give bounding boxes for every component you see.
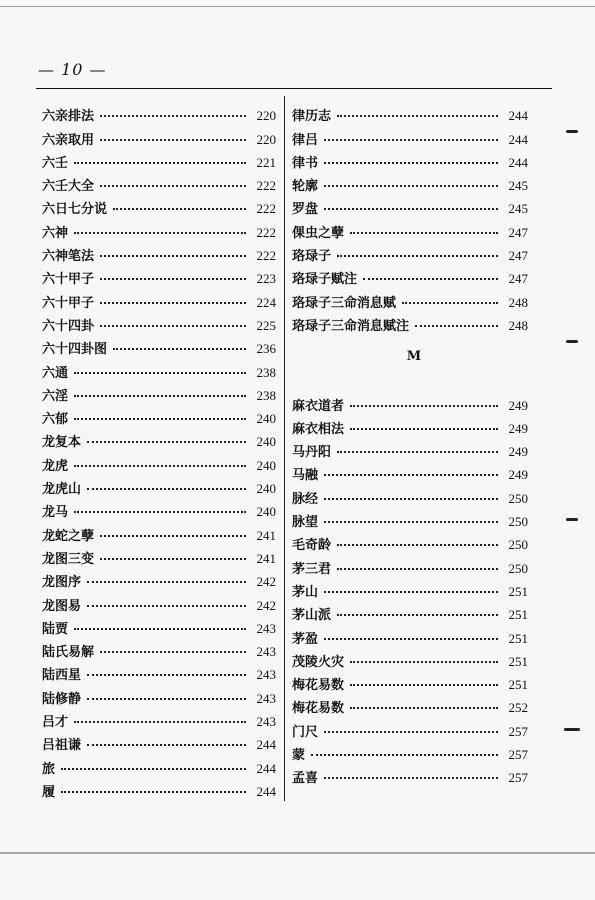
- dot-leader: [113, 208, 246, 210]
- index-page-number: 220: [256, 108, 276, 124]
- index-group-l: [292, 101, 528, 334]
- index-term: 蒙: [292, 748, 306, 764]
- index-page-number: 225: [256, 317, 276, 333]
- dot-leader: [324, 591, 498, 593]
- scan-margin-mark: [566, 130, 578, 133]
- index-page-number: 244: [256, 737, 276, 753]
- index-entry: [292, 287, 528, 310]
- index-entry: [42, 777, 276, 800]
- index-entry: [42, 194, 276, 217]
- index-term: 茅山: [292, 584, 319, 600]
- index-term: 六淫: [42, 388, 69, 404]
- dot-leader: [311, 754, 498, 756]
- dot-leader: [324, 731, 498, 733]
- dot-leader: [87, 581, 246, 583]
- index-entry: [42, 148, 276, 171]
- index-column-right: [292, 101, 528, 786]
- dot-leader: [74, 372, 246, 374]
- index-term: 罗盘: [292, 202, 319, 218]
- index-page-number: 221: [256, 154, 276, 170]
- dot-leader: [324, 185, 498, 187]
- index-term: 六十甲子: [42, 295, 95, 311]
- index-term: 六神: [42, 225, 69, 241]
- index-term: 茅山派: [292, 608, 332, 624]
- index-page-number: 245: [508, 178, 528, 194]
- index-entry: [42, 567, 276, 590]
- dot-leader: [402, 302, 498, 304]
- index-entry: [42, 544, 276, 567]
- index-page-number: 240: [256, 504, 276, 520]
- index-page-number: 244: [256, 760, 276, 776]
- index-term: 吕祖谦: [42, 738, 82, 754]
- index-entry: [292, 483, 528, 506]
- index-page-number: 244: [508, 154, 528, 170]
- index-page-number: 247: [508, 248, 528, 264]
- section-letter: M: [406, 348, 422, 364]
- index-page-number: 249: [508, 444, 528, 460]
- index-page-number: 247: [508, 224, 528, 240]
- index-term: 律书: [292, 155, 319, 171]
- index-entry: [292, 264, 528, 287]
- index-term: 珞琭子: [292, 249, 332, 265]
- dot-leader: [324, 498, 498, 500]
- index-page-number: 244: [508, 131, 528, 147]
- index-entry: [292, 124, 528, 147]
- index-entry: [292, 716, 528, 739]
- index-term: 孟喜: [292, 771, 319, 787]
- index-column-left: [42, 101, 276, 800]
- index-entry: [42, 660, 276, 683]
- index-page-number: 238: [256, 387, 276, 403]
- dot-leader: [324, 521, 498, 523]
- dot-leader: [61, 791, 246, 793]
- index-entry: [292, 507, 528, 530]
- index-term: 六通: [42, 365, 69, 381]
- index-term: 六壬: [42, 155, 69, 171]
- index-term: 六亲取用: [42, 132, 95, 148]
- index-term: 陆修静: [42, 691, 82, 707]
- index-entry: [292, 390, 528, 413]
- index-page-number: 242: [256, 574, 276, 590]
- index-page-number: 251: [508, 583, 528, 599]
- dot-leader: [74, 162, 246, 164]
- index-entry: [42, 381, 276, 404]
- dot-leader: [350, 405, 498, 407]
- dot-leader: [74, 511, 246, 513]
- page-header: [38, 60, 107, 79]
- index-page-number: 238: [256, 364, 276, 380]
- index-term: 马丹阳: [292, 445, 332, 461]
- dot-leader: [87, 674, 246, 676]
- column-divider: [284, 96, 285, 801]
- scan-edge-top: [0, 6, 595, 7]
- index-entry: [292, 171, 528, 194]
- index-entry: [42, 427, 276, 450]
- index-page-number: 249: [508, 397, 528, 413]
- index-entry: [292, 530, 528, 553]
- index-term: 龙图序: [42, 575, 82, 591]
- index-entry: [42, 311, 276, 334]
- index-term: 六日七分说: [42, 202, 108, 218]
- dot-leader: [324, 208, 498, 210]
- index-entry: [292, 437, 528, 460]
- scan-margin-mark: [566, 340, 578, 343]
- index-term: 吕才: [42, 715, 69, 731]
- index-term: 龙虎: [42, 458, 69, 474]
- index-entry: [292, 740, 528, 763]
- index-page-number: 243: [256, 644, 276, 660]
- index-group-m: [292, 390, 528, 786]
- index-term: 履: [42, 784, 56, 800]
- index-term: 龙马: [42, 505, 69, 521]
- index-page-number: 248: [508, 294, 528, 310]
- scan-margin-mark: [566, 518, 578, 521]
- dot-leader: [74, 418, 246, 420]
- index-entry: [42, 124, 276, 147]
- page-number: 10: [61, 60, 84, 79]
- index-term: 毛奇龄: [292, 538, 332, 554]
- index-term: 珞琭子赋注: [292, 272, 358, 288]
- dot-leader: [100, 115, 246, 117]
- dot-leader: [337, 614, 498, 616]
- dot-leader: [100, 535, 246, 537]
- index-entry: [42, 637, 276, 660]
- index-term: 梅花易数: [292, 678, 345, 694]
- index-term: 陆西星: [42, 668, 82, 684]
- dot-leader: [415, 325, 498, 327]
- index-entry: [292, 194, 528, 217]
- dot-leader: [324, 139, 498, 141]
- dot-leader: [337, 451, 498, 453]
- dot-leader: [74, 465, 246, 467]
- dot-leader: [87, 744, 246, 746]
- dot-leader: [100, 558, 246, 560]
- index-page-number: 242: [256, 597, 276, 613]
- index-term: 脉经: [292, 491, 319, 507]
- index-page-number: 244: [256, 783, 276, 799]
- index-term: 倮虫之孽: [292, 225, 345, 241]
- dot-leader: [363, 278, 498, 280]
- index-entry: [42, 264, 276, 287]
- index-page-number: 240: [256, 457, 276, 473]
- index-entry: [42, 450, 276, 473]
- index-term: 六十甲子: [42, 272, 95, 288]
- dot-leader: [74, 395, 246, 397]
- index-page-number: 248: [508, 317, 528, 333]
- index-page-number: 247: [508, 271, 528, 287]
- index-term: 六十四卦: [42, 318, 95, 334]
- index-page-number: 251: [508, 630, 528, 646]
- index-entry: [42, 497, 276, 520]
- dot-leader: [100, 255, 246, 257]
- index-term: 旅: [42, 761, 56, 777]
- index-entry: [292, 241, 528, 264]
- header-dash-left: —: [38, 60, 55, 79]
- index-term: 梅花易数: [292, 701, 345, 717]
- index-entry: [292, 763, 528, 786]
- index-term: 龙图易: [42, 598, 82, 614]
- index-term: 六神笔法: [42, 249, 95, 265]
- index-page-number: 244: [508, 108, 528, 124]
- index-page-number: 257: [508, 770, 528, 786]
- index-entry: [292, 670, 528, 693]
- dot-leader: [113, 348, 246, 350]
- index-term: 珞琭子三命消息赋: [292, 295, 397, 311]
- index-term: 龙虎山: [42, 482, 82, 498]
- section-letter-heading: [292, 345, 528, 368]
- dot-leader: [337, 544, 498, 546]
- index-entry: [292, 101, 528, 124]
- index-entry: [42, 217, 276, 240]
- index-page-number: 250: [508, 560, 528, 576]
- dot-leader: [100, 325, 246, 327]
- index-page-number: 243: [256, 620, 276, 636]
- index-entry: [292, 311, 528, 334]
- index-term: 六亲排法: [42, 109, 95, 125]
- header-rule: [36, 88, 552, 89]
- index-entry: [292, 553, 528, 576]
- index-page-number: 240: [256, 411, 276, 427]
- index-entry: [42, 753, 276, 776]
- index-page-number: 223: [256, 271, 276, 287]
- dot-leader: [337, 115, 498, 117]
- dot-leader: [324, 162, 498, 164]
- index-entry: [42, 730, 276, 753]
- dot-leader: [350, 684, 498, 686]
- index-term: 麻衣相法: [292, 421, 345, 437]
- index-term: 律历志: [292, 109, 332, 125]
- index-term: 轮廓: [292, 179, 319, 195]
- index-page-number: 257: [508, 747, 528, 763]
- header-dash-right: —: [89, 60, 107, 79]
- index-term: 门尺: [292, 724, 319, 740]
- dot-leader: [324, 777, 498, 779]
- dot-leader: [100, 651, 246, 653]
- index-page-number: 243: [256, 714, 276, 730]
- dot-leader: [100, 278, 246, 280]
- index-term: 陆贾: [42, 621, 69, 637]
- index-term: 脉望: [292, 515, 319, 531]
- dot-leader: [350, 428, 498, 430]
- index-entry: [42, 474, 276, 497]
- index-page-number: 251: [508, 677, 528, 693]
- index-entry: [292, 460, 528, 483]
- index-term: 六郁: [42, 412, 69, 428]
- index-entry: [292, 647, 528, 670]
- index-term: 茂陵火灾: [292, 654, 345, 670]
- index-term: 陆氏易解: [42, 645, 95, 661]
- index-entry: [292, 623, 528, 646]
- index-term: 龙蛇之孽: [42, 528, 95, 544]
- index-page-number: 222: [256, 178, 276, 194]
- dot-leader: [100, 139, 246, 141]
- dot-leader: [61, 768, 246, 770]
- dot-leader: [74, 628, 246, 630]
- index-term: 律吕: [292, 132, 319, 148]
- index-entry: [292, 414, 528, 437]
- dot-leader: [350, 661, 498, 663]
- index-term: 茅盈: [292, 631, 319, 647]
- dot-leader: [350, 232, 498, 234]
- index-entry: [292, 217, 528, 240]
- index-page-number: 222: [256, 248, 276, 264]
- index-page-number: 245: [508, 201, 528, 217]
- dot-leader: [100, 302, 246, 304]
- index-entry: [42, 334, 276, 357]
- index-page-number: 220: [256, 131, 276, 147]
- index-term: 龙图三变: [42, 551, 95, 567]
- index-page-number: 251: [508, 653, 528, 669]
- index-entry: [292, 577, 528, 600]
- dot-leader: [87, 605, 246, 607]
- index-page-number: 243: [256, 690, 276, 706]
- index-page-number: 236: [256, 341, 276, 357]
- index-entry: [42, 520, 276, 543]
- index-entry: [42, 683, 276, 706]
- index-entry: [292, 600, 528, 623]
- index-entry: [42, 241, 276, 264]
- index-entry: [42, 590, 276, 613]
- index-term: 六壬大全: [42, 179, 95, 195]
- dot-leader: [337, 568, 498, 570]
- index-term: 茅三君: [292, 561, 332, 577]
- index-entry: [292, 693, 528, 716]
- index-entry: [42, 357, 276, 380]
- index-entry: [42, 707, 276, 730]
- index-entry: [292, 148, 528, 171]
- index-page-number: 249: [508, 420, 528, 436]
- index-page-number: 224: [256, 294, 276, 310]
- index-term: 马融: [292, 468, 319, 484]
- index-page-number: 240: [256, 481, 276, 497]
- index-page-number: 250: [508, 490, 528, 506]
- index-page-number: 241: [256, 527, 276, 543]
- index-term: 珞琭子三命消息赋注: [292, 318, 410, 334]
- scan-edge-bottom: [0, 852, 595, 854]
- index-page-number: 257: [508, 723, 528, 739]
- dot-leader: [74, 232, 246, 234]
- dot-leader: [87, 441, 246, 443]
- dot-leader: [337, 255, 498, 257]
- index-page-number: 252: [508, 700, 528, 716]
- index-page-number: 243: [256, 667, 276, 683]
- index-entry: [42, 614, 276, 637]
- dot-leader: [87, 488, 246, 490]
- index-term: 六十四卦图: [42, 342, 108, 358]
- index-entry: [42, 101, 276, 124]
- index-page-number: 251: [508, 607, 528, 623]
- index-page-number: 222: [256, 224, 276, 240]
- index-page-number: 249: [508, 467, 528, 483]
- dot-leader: [350, 707, 498, 709]
- dot-leader: [74, 721, 246, 723]
- index-page-number: 250: [508, 514, 528, 530]
- scan-margin-mark: [564, 728, 580, 731]
- index-page-number: 241: [256, 550, 276, 566]
- index-entry: [42, 171, 276, 194]
- index-term: 麻衣道者: [292, 398, 345, 414]
- index-page-number: 222: [256, 201, 276, 217]
- dot-leader: [87, 698, 246, 700]
- index-term: 龙复本: [42, 435, 82, 451]
- index-entry: [42, 404, 276, 427]
- dot-leader: [324, 638, 498, 640]
- dot-leader: [324, 474, 498, 476]
- index-page-number: 250: [508, 537, 528, 553]
- dot-leader: [100, 185, 246, 187]
- index-entry: [42, 287, 276, 310]
- index-page-number: 240: [256, 434, 276, 450]
